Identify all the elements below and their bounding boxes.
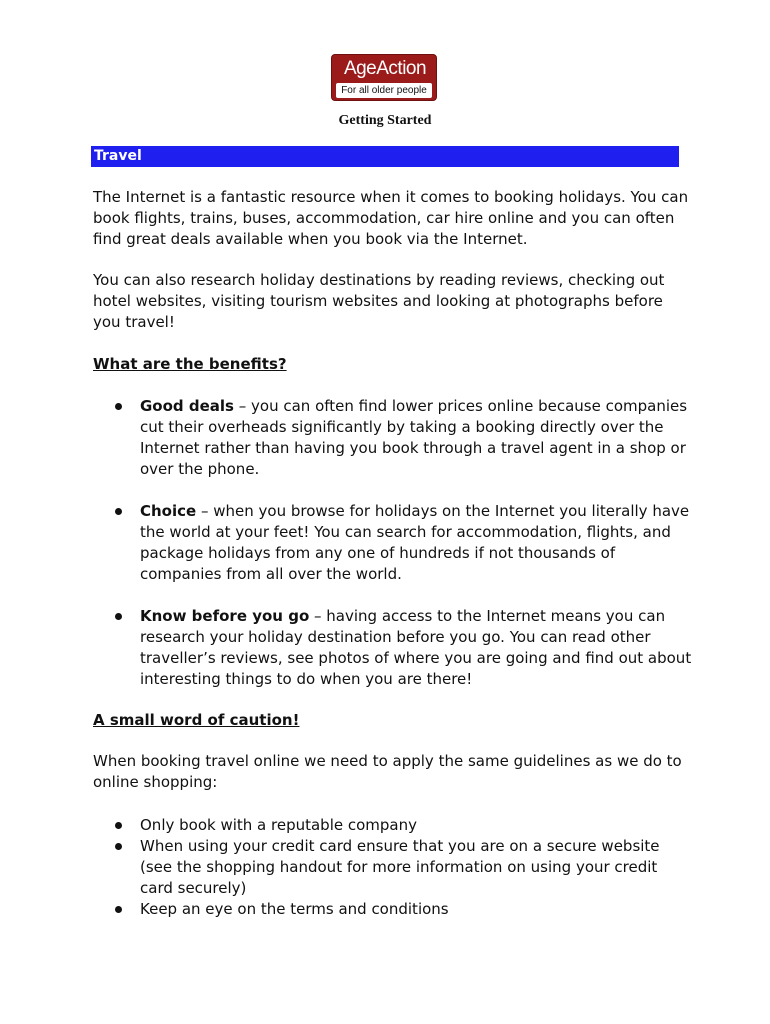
benefit-text: – having access to the Internet means you can research your holiday destination before you go. You can read other traveller’s reviews, see photos of where you are going and find out about interesting things to do when you are there! <box>140 607 692 688</box>
logo-title: AgeAction <box>343 58 427 79</box>
benefits-heading: What are the benefits? <box>93 355 287 373</box>
caution-item-text: When using your credit card ensure that you are on a secure website (see the shopping handout for more information on using your credit card securely) <box>140 837 660 897</box>
caution-list <box>113 815 693 920</box>
list-item <box>113 606 693 690</box>
caution-intro: When booking travel online we need to apply the same guidelines as we do to online shopping: <box>93 752 682 791</box>
section-header-travel: Travel <box>91 146 679 167</box>
caution-item-text: Only book with a reputable company <box>140 816 417 834</box>
list-item <box>113 836 693 899</box>
logo-tagline: For all older people <box>336 83 432 98</box>
bullet-icon <box>115 403 122 410</box>
document-title: Getting Started <box>338 113 432 128</box>
benefit-term: Good deals <box>140 397 234 415</box>
bullet-icon <box>115 906 122 913</box>
intro-paragraph-2: You can also research holiday destinations by reading reviews, checking out hotel websites, visiting tourism websites and looking at photographs before you travel! <box>93 271 665 331</box>
bullet-icon <box>115 843 122 850</box>
benefit-term: Choice <box>140 502 197 520</box>
bullet-icon <box>115 508 122 515</box>
list-item <box>113 815 693 836</box>
list-item <box>113 396 693 480</box>
benefit-text: – when you browse for holidays on the Internet you literally have the world at your feet! You can search for accommodation, flights, and package holidays from any one of hundreds if not thousands of companies from all over the world. <box>140 502 690 583</box>
benefits-list <box>113 396 693 711</box>
bullet-icon <box>115 613 122 620</box>
intro-paragraph-1: The Internet is a fantastic resource when it comes to booking holidays. You can book flights, trains, buses, accommodation, car hire online and you can often find great deals available when you book via the Internet. <box>93 188 689 248</box>
benefit-term: Know before you go <box>140 607 310 625</box>
list-item <box>113 501 693 585</box>
caution-item-text: Keep an eye on the terms and conditions <box>140 900 449 918</box>
benefit-text: – you can often find lower prices online because companies cut their overheads significantly by taking a booking directly over the Internet rather than having you book through a travel agent in a shop or over the phone. <box>140 397 688 478</box>
list-item <box>113 899 693 920</box>
bullet-icon <box>115 822 122 829</box>
ageaction-logo <box>331 54 437 101</box>
caution-heading: A small word of caution! <box>93 711 300 729</box>
